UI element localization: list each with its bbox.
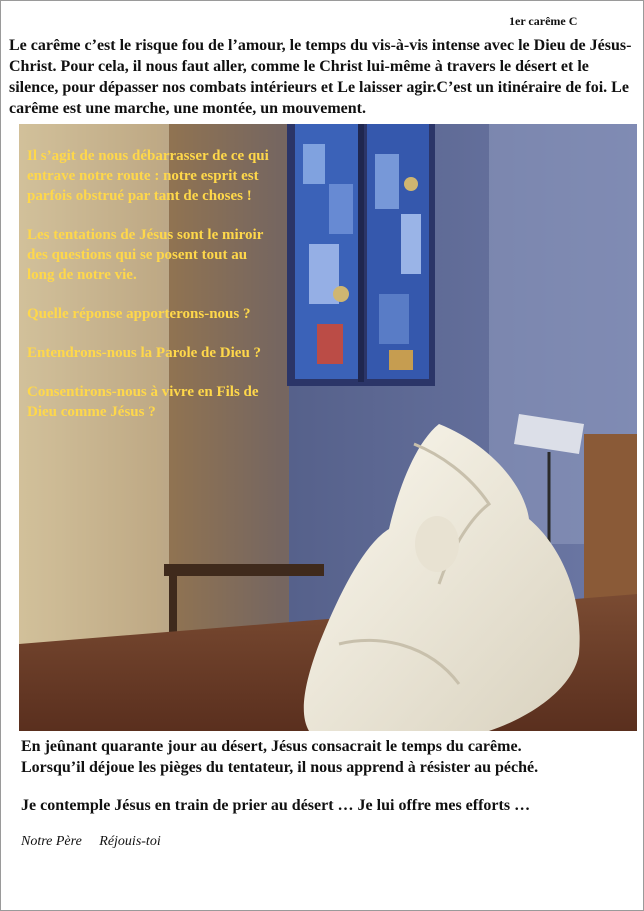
chapel-photo <box>19 124 637 731</box>
closing-line-3: Je contemple Jésus en train de prier au désert … Je lui offre mes efforts … <box>21 797 531 814</box>
reflection-paragraph-2: Les tentations de Jésus sont le miroir des questions qui se posent tout au long de notre vie. <box>27 227 264 283</box>
prayer-rejouis-toi: Réjouis-toi <box>99 834 161 849</box>
prayer-notre-pere: Notre Père <box>21 834 82 849</box>
closing-text <box>21 736 631 816</box>
reflection-text <box>27 146 277 441</box>
page-subtitle: 1er carême C <box>509 14 578 28</box>
prayer-list <box>21 834 175 850</box>
intro-paragraph: Le carême c’est le risque fou de l’amour, le temps du vis-à-vis intense avec le Dieu de Jésus-Christ. Pour cela, il nous faut aller, comme le Christ lui-même à travers le désert et le silence, pour dépasser nos combats intérieurs et Le laisser agir.C’est un itinéraire de foi. Le carême est une marche, une montée, un mouvement. <box>9 37 632 117</box>
reflection-paragraph-5: Consentirons-nous à vivre en Fils de Dieu comme Jésus ? <box>27 384 259 420</box>
reflection-paragraph-3: Quelle réponse apporterons-nous ? <box>27 306 251 322</box>
reflection-paragraph-4: Entendrons-nous la Parole de Dieu ? <box>27 345 262 361</box>
reflection-paragraph-1: Il s’agit de nous débarrasser de ce qui entrave notre route : notre esprit est parfois obstrué par tant de choses ! <box>27 148 269 204</box>
closing-line-2: Lorsqu’il déjoue les pièges du tentateur, il nous apprend à résister au péché. <box>21 759 539 776</box>
closing-line-1: En jeûnant quarante jour au désert, Jésus consacrait le temps du carême. <box>21 738 522 755</box>
